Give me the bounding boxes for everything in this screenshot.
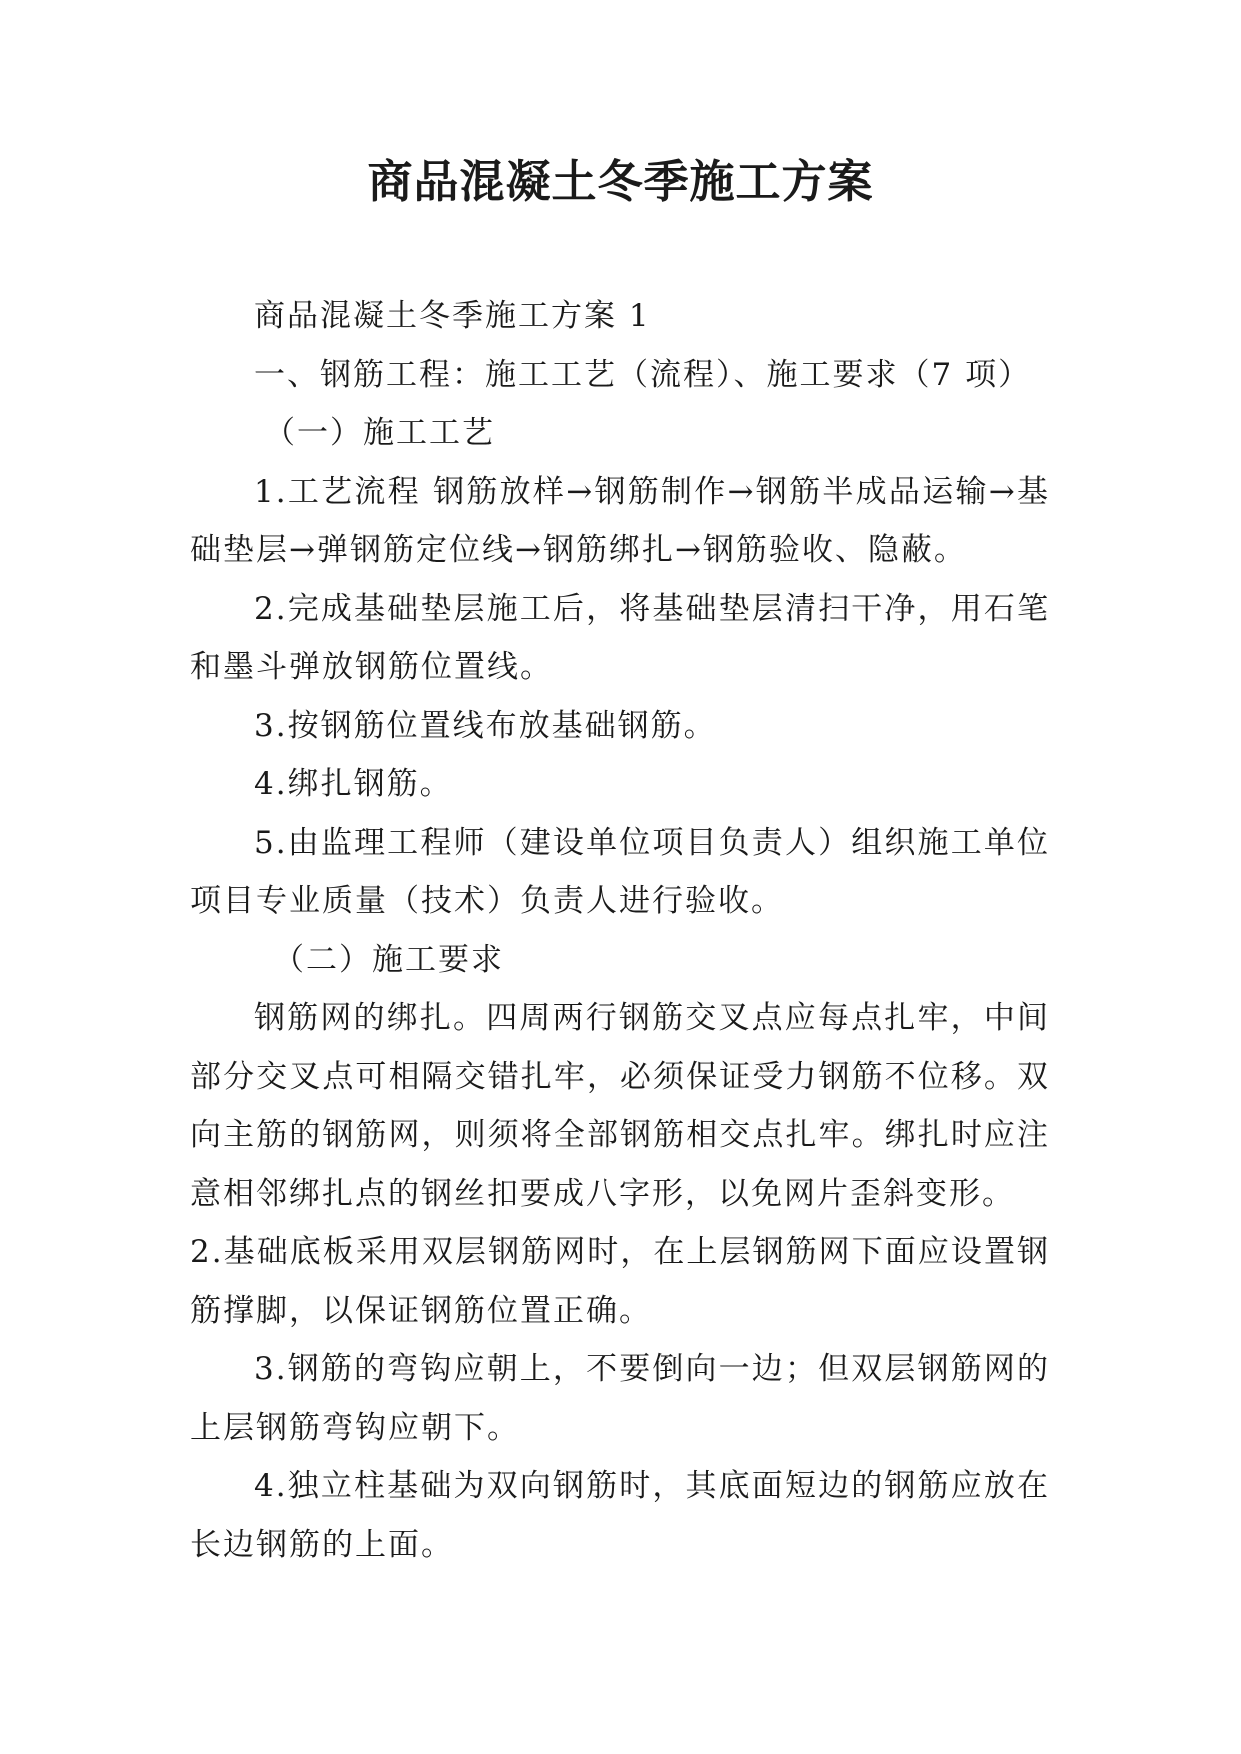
paragraph-rebar-engineering: 一、钢筋工程：施工工艺（流程）、施工要求（7 项） <box>254 356 1032 393</box>
paragraph-column-foundation: 4.独立柱基础为双向钢筋时，其底面短边的钢筋应放在长边钢筋的上面。 <box>190 1468 1050 1563</box>
paragraph-requirements-heading: （二）施工要求 <box>273 941 504 978</box>
paragraph-double-layer-mesh: 2.基础底板采用双层钢筋网时，在上层钢筋网下面应设置钢筋撑脚，以保证钢筋位置正确。 <box>190 1234 1050 1329</box>
paragraph-mesh-binding: 钢筋网的绑扎。四周两行钢筋交叉点应每点扎牢，中间部分交叉点可相隔交错扎牢，必须保证受力钢筋不位移。双向主筋的钢筋网，则须将全部钢筋相交点扎牢。绑扎时应注意相邻绑扎点的钢丝扣要成八字形，以免网片歪斜变形。 <box>190 1000 1050 1212</box>
paragraph-process-heading: （一）施工工艺 <box>264 415 495 451</box>
paragraph-cushion-cleaning: 2.完成基础垫层施工后，将基础垫层清扫干净，用石笔和墨斗弹放钢筋位置线。 <box>190 590 1050 685</box>
document-body <box>190 287 1050 1574</box>
paragraph-section-heading: 商品混凝土冬季施工方案 1 <box>254 298 651 334</box>
paragraph-hook-direction: 3.钢筋的弯钩应朝上，不要倒向一边；但双层钢筋网的上层钢筋弯钩应朝下。 <box>190 1351 1050 1446</box>
paragraph-rebar-placement: 3.按钢筋位置线布放基础钢筋。 <box>254 707 717 744</box>
paragraph-process-flow: 1.工艺流程 钢筋放样→钢筋制作→钢筋半成品运输→基础垫层→弹钢筋定位线→钢筋绑扎→钢筋验收、隐蔽。 <box>190 473 1050 568</box>
paragraph-rebar-binding: 4.绑扎钢筋。 <box>254 766 453 802</box>
document-title: 商品混凝土冬季施工方案 <box>367 155 874 208</box>
paragraph-inspection: 5.由监理工程师（建设单位项目负责人）组织施工单位项目专业质量（技术）负责人进行验收。 <box>190 824 1050 919</box>
